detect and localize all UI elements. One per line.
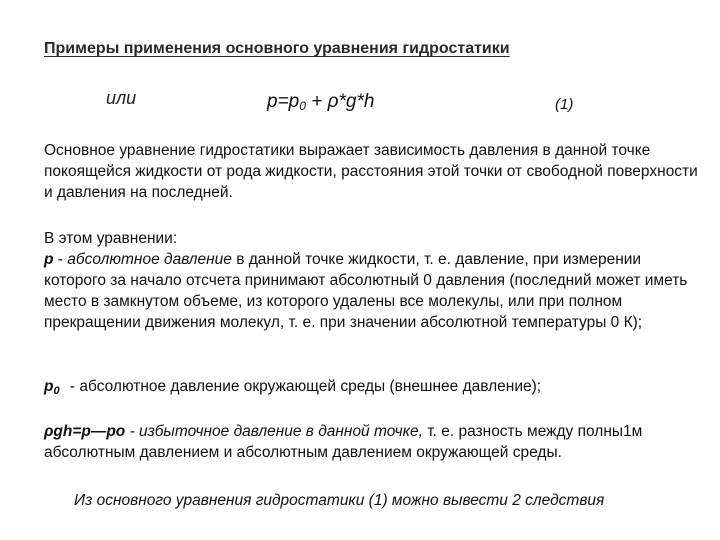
term-absolute-pressure: абсолютное давление	[67, 251, 232, 268]
formula	[267, 91, 374, 113]
formula-rhs: + ρ*g*h	[305, 91, 375, 112]
symbol-excess: ρgh=p—po	[44, 423, 126, 440]
slide-title: Примеры применения основного уравнения гидростатики	[44, 40, 510, 57]
definition-text: в данной точке жидкости, т. е. давление, при измерении которого за начало отсчета принимают абсолютный 0 давления (последний может иметь место в замкнутом объеме, из которого удалены все молекулы, или при полном прекращении движения молекул, т. е. при значении абсолютной температуры 0 К);	[44, 251, 688, 331]
excess-pressure-text: т. е. разность между полны1м абсолютным давлением и абсолютным давлением окружающей среды.	[44, 423, 643, 461]
formula-lhs: p=p	[267, 91, 300, 112]
paragraph-absolute-pressure	[44, 228, 704, 333]
paragraph-excess-pressure	[44, 421, 704, 463]
symbol-p: p	[44, 251, 54, 268]
conclusion: Из основного уравнения гидростатики (1) можно вывести 2 следствия	[74, 492, 605, 509]
paragraph-ambient-pressure	[44, 376, 704, 402]
paragraph-intro-line: В этом уравнении:	[44, 230, 178, 247]
formula-subscript: 0	[299, 99, 306, 113]
or-label: или	[106, 88, 137, 108]
equation-number: (1)	[555, 96, 574, 113]
absolute-pressure-definition	[44, 249, 704, 333]
ambient-pressure-text: - абсолютное давление окружающей среды (внешнее давление);	[65, 378, 542, 395]
dash: -	[53, 251, 68, 268]
term-excess-pressure: - избыточное давление в данной точке,	[125, 423, 423, 440]
symbol-p0: $p_0$	[44, 378, 60, 397]
paragraph-intro: Основное уравнение гидростатики выражает зависимость давления в данной точке покоящейся жидкости от рода жидкости, расстояния этой точки от свободной поверхности и давления на последней.	[44, 142, 698, 201]
